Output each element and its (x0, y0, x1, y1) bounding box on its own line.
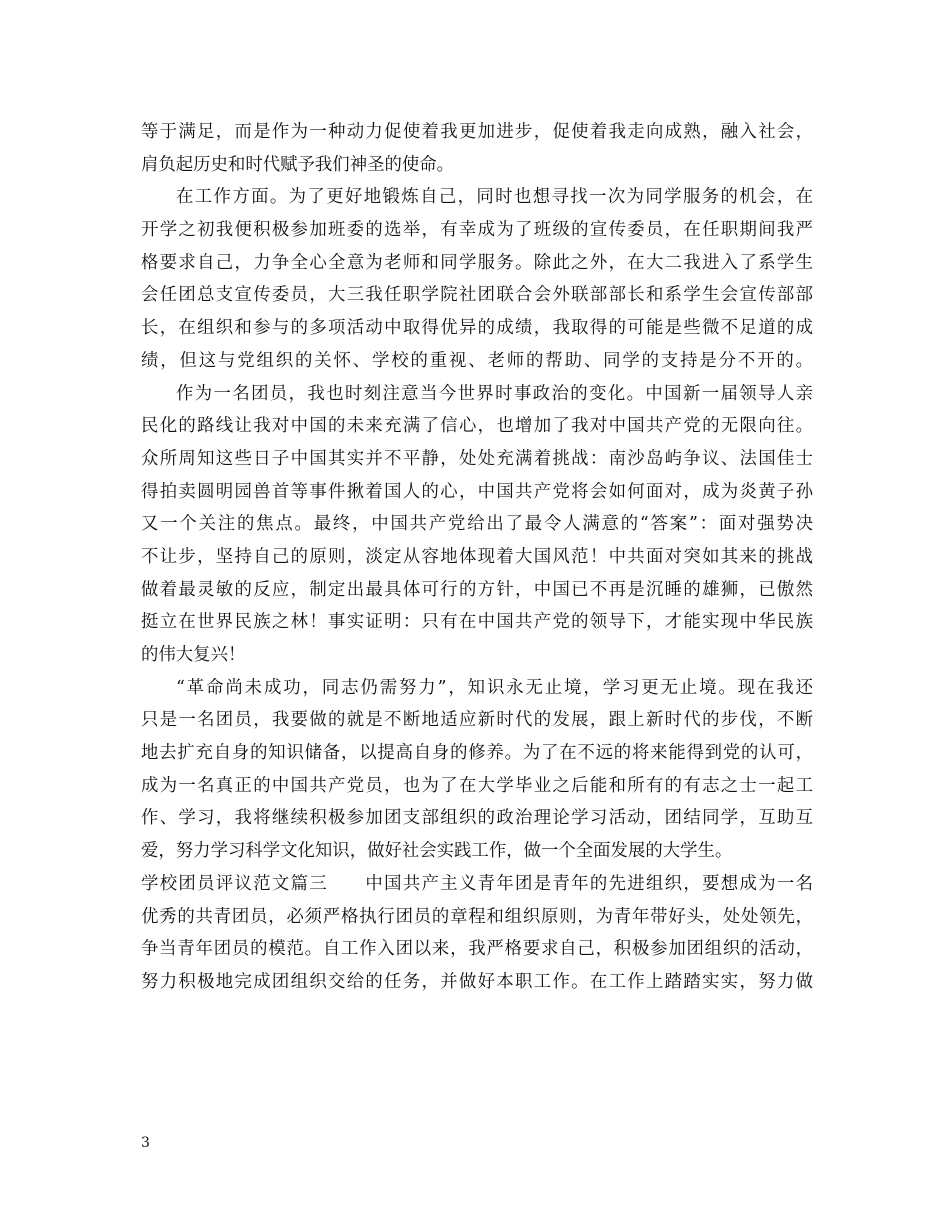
text-line: 众所周知这些日子中国其实并不平静，处处充满着挑战：南沙岛屿争议、法国佳士 (141, 448, 813, 469)
text-line: 民化的路线让我对中国的未来充满了信心，也增加了我对中国共产党的无限向往。 (141, 416, 813, 437)
text-line: 做着最灵敏的反应，制定出最具体可行的方针，中国已不再是沉睡的雄狮，已傲然 (141, 579, 813, 600)
text-line: 优秀的共青团员，必须严格执行团员的章程和组织原则，为青年带好头，处处领先， (141, 906, 813, 927)
text-line: “革命尚未成功，同志仍需努力”，知识永无止境，学习更无止境。现在我还 (176, 677, 813, 698)
page-number: 3 (141, 1135, 150, 1151)
text-line: 又一个关注的焦点。最终，中国共产党给出了最令人满意的“答案”：面对强势决 (141, 514, 813, 535)
text-line: 在工作方面。为了更好地锻炼自己，同时也想寻找一次为同学服务的机会，在 (176, 187, 813, 208)
text-line: 会任团总支宣传委员，大三我任职学院社团联合会外联部部长和系学生会宣传部部 (141, 285, 813, 306)
text-line: 作为一名团员，我也时刻注意当今世界时事政治的变化。中国新一届领导人亲 (176, 383, 813, 404)
text-line: 作、学习，我将继续积极参加团支部组织的政治理论学习活动，团结同学，互助互 (141, 808, 813, 829)
body-text (141, 116, 813, 999)
text-line: 绩，但这与党组织的关怀、学校的重视、老师的帮助、同学的支持是分不开的。 (141, 350, 813, 371)
text-line: 只是一名团员，我要做的就是不断地适应新时代的发展，跟上新时代的步伐，不断 (141, 710, 813, 731)
text-line: 成为一名真正的中国共产党员，也为了在大学毕业之后能和所有的有志之士一起工 (141, 775, 813, 796)
text-line: 肩负起历史和时代赋予我们神圣的使命。 (141, 154, 455, 175)
text-line: 争当青年团员的模范。自工作入团以来，我严格要求自己，积极参加团组织的活动， (141, 939, 813, 960)
text-line: 等于满足，而是作为一种动力促使着我更加进步，促使着我走向成熟，融入社会， (141, 122, 813, 142)
text-line: 学校团员评议范文篇三 中国共产主义青年团是青年的先进组织，要想成为一名 (141, 873, 813, 894)
text-line: 不让步，坚持自己的原则，淡定从容地体现着大国风范！中共面对突如其来的挑战 (141, 546, 813, 567)
text-line: 长，在组织和参与的多项活动中取得优异的成绩，我取得的可能是些微不足道的成 (141, 318, 813, 339)
text-line: 地去扩充自身的知识储备，以提高自身的修养。为了在不远的将来能得到党的认可， (141, 743, 813, 764)
text-line: 的伟大复兴！ (141, 645, 246, 665)
text-line: 得拍卖圆明园兽首等事件揪着国人的心，中国共产党将会如何面对，成为炎黄子孙 (141, 481, 813, 502)
text-line: 开学之初我便积极参加班委的选举，有幸成为了班级的宣传委员，在任职期间我严 (141, 220, 813, 241)
text-line: 挺立在世界民族之林！事实证明：只有在中国共产党的领导下，才能实现中华民族 (141, 612, 813, 633)
text-line: 格要求自己，力争全心全意为老师和同学服务。除此之外，在大二我进入了系学生 (141, 252, 813, 273)
text-line: 努力积极地完成团组织交给的任务，并做好本职工作。在工作上踏踏实实，努力做 (141, 971, 813, 992)
text-line: 爱，努力学习科学文化知识，做好社会实践工作，做一个全面发展的大学生。 (141, 841, 733, 862)
